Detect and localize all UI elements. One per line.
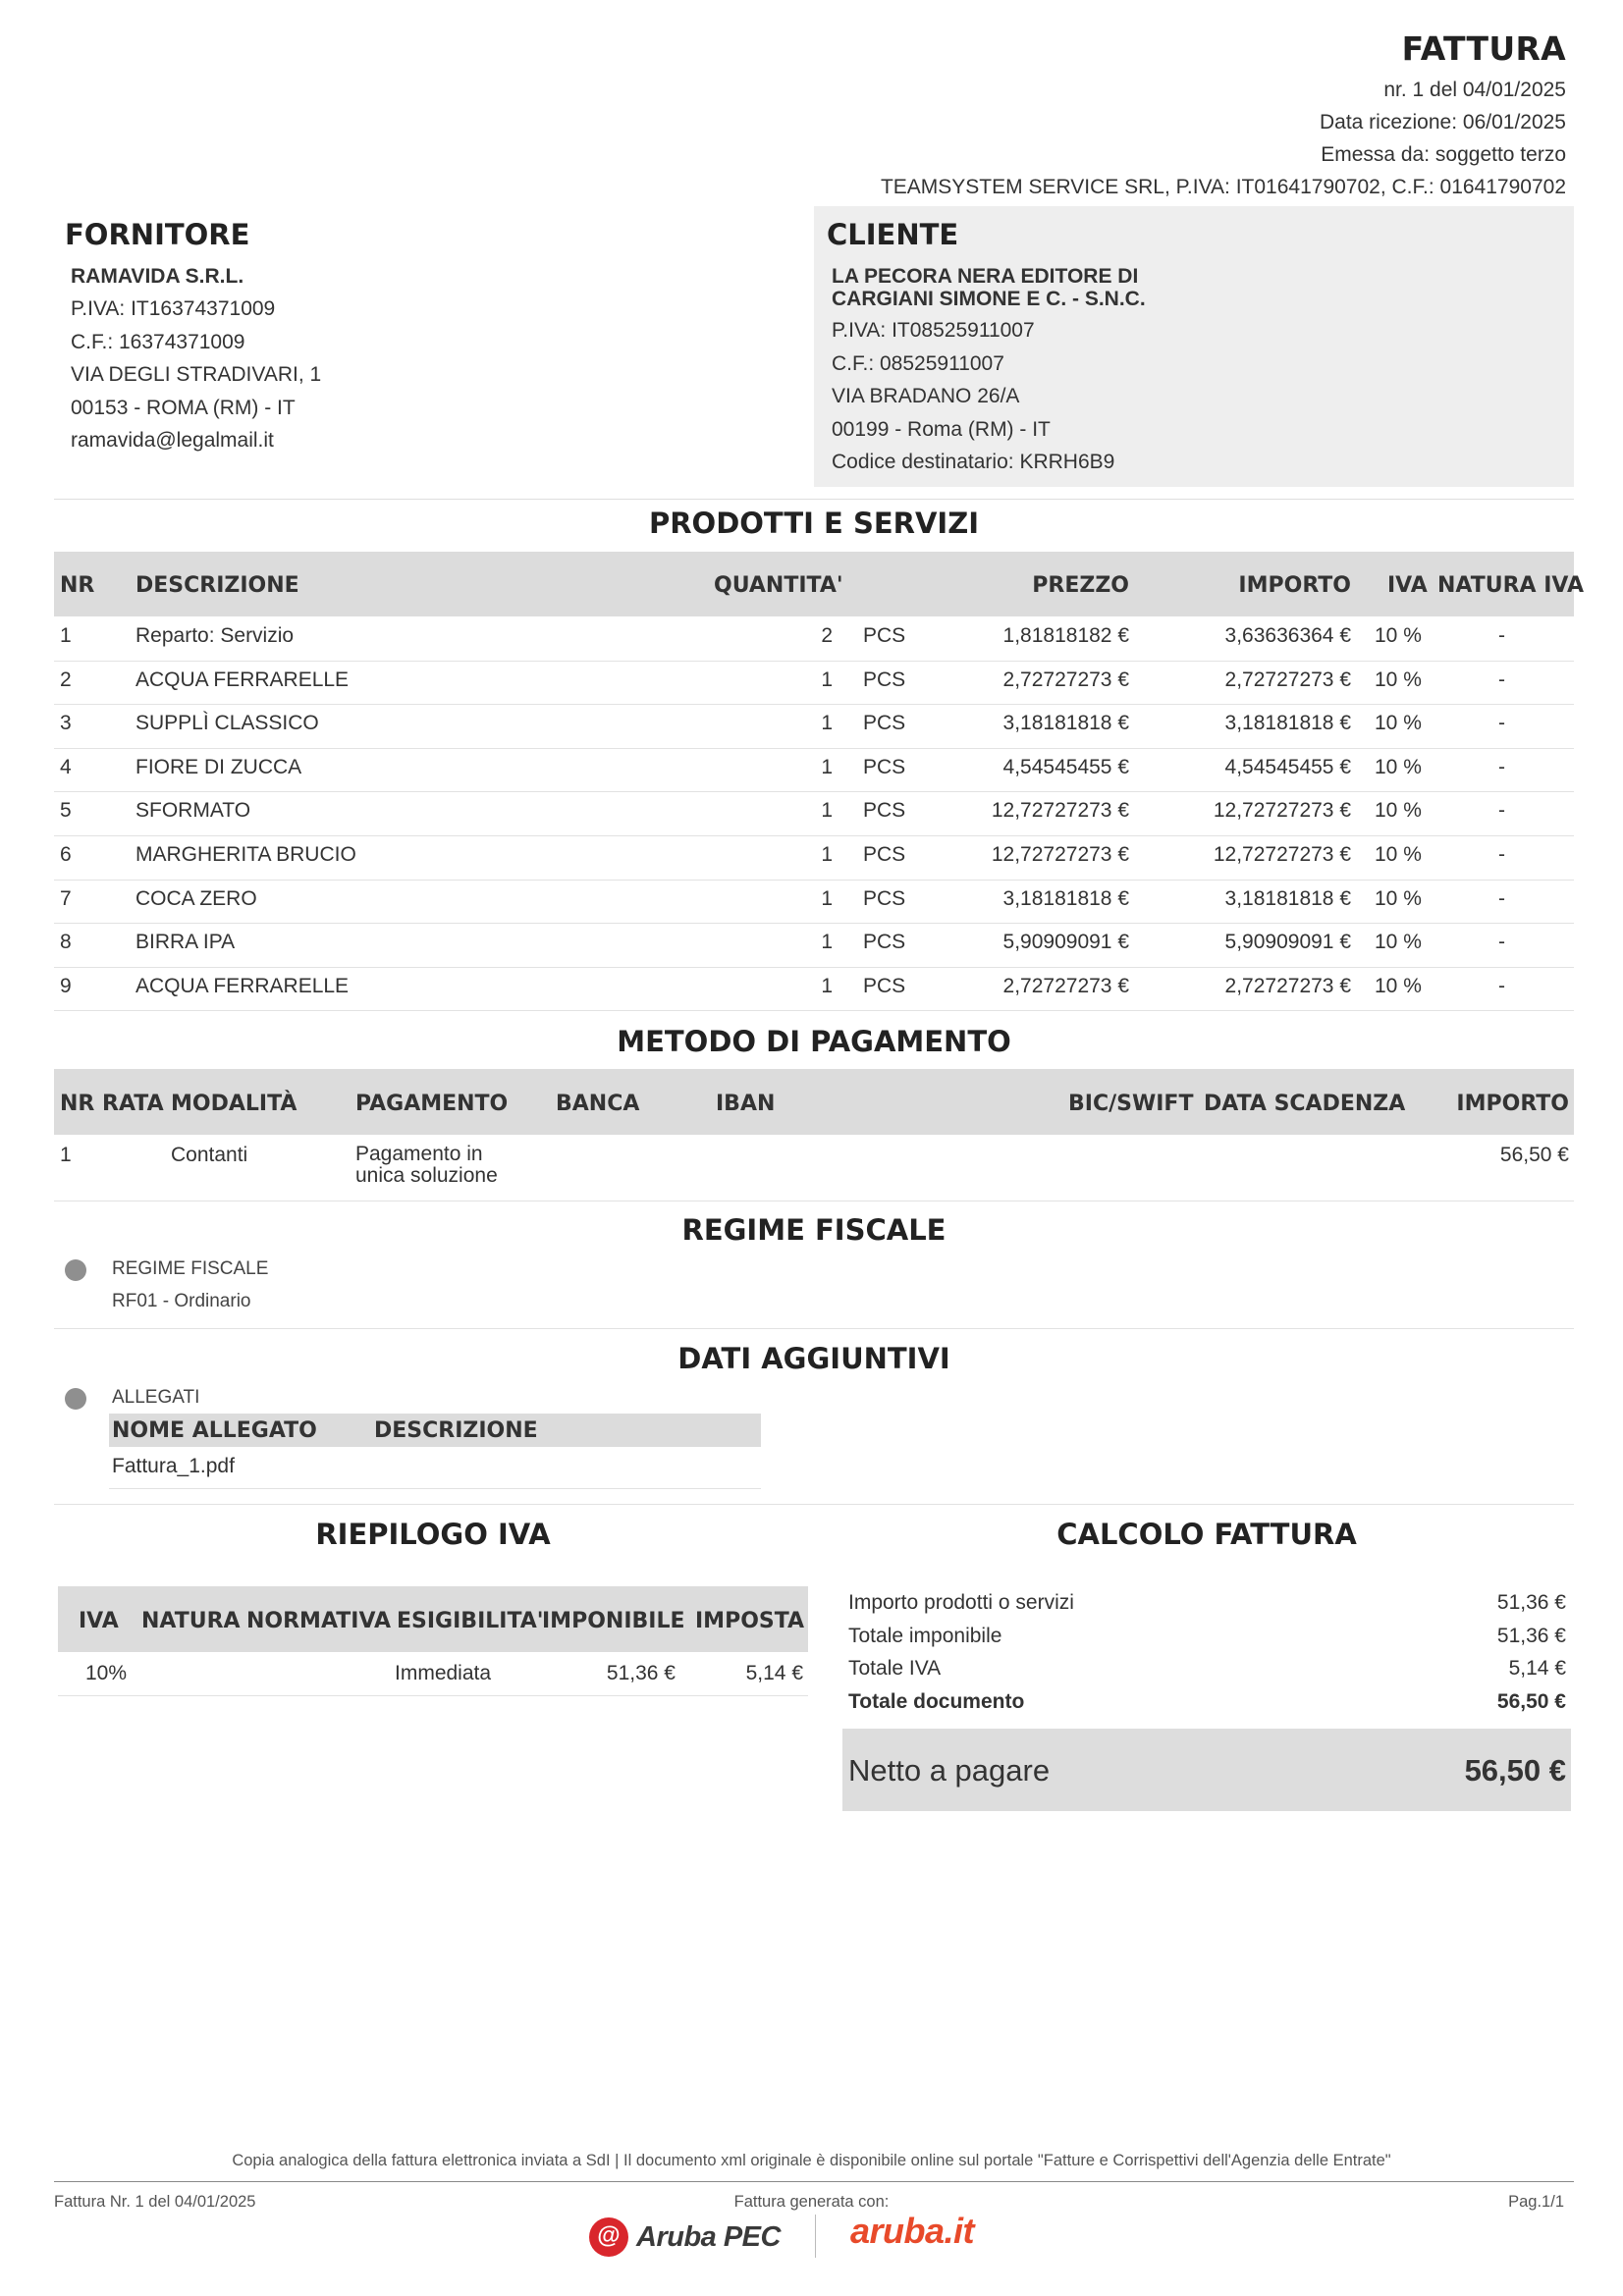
row-quantity: 1 [821,843,833,866]
riepilogo-title: RIEPILOGO IVA [315,1518,551,1551]
row-natura-iva: - [1498,667,1505,691]
calc-label: Totale IVA [848,1657,942,1680]
row-unit: PCS [863,974,906,997]
col-iva: IVA [1387,573,1428,598]
row-quantity: 1 [821,886,833,910]
row-nr: 8 [60,931,72,954]
supplier-cf: C.F.: 16374371009 [71,330,245,353]
aruba-pec-text: Aruba PEC [636,2220,781,2253]
payment-amount: 56,50 € [1499,1144,1569,1166]
col-natura-iva: NATURA IVA [1437,573,1584,598]
col-nome-allegato: NOME ALLEGATO [112,1418,317,1443]
col-nr: NR [60,573,95,598]
net-label: Netto a pagare [848,1753,1051,1788]
col-riep-normativa: NORMATIVA [246,1609,392,1633]
row-unit: PCS [863,755,906,778]
riep-iva: 10% [85,1662,128,1684]
table-row-divider [54,1010,1574,1011]
row-description: ACQUA FERRARELLE [135,974,350,997]
row-unit: PCS [863,624,906,647]
supplier-piva: P.IVA: IT16374371009 [71,297,276,320]
row-description: SUPPLÌ CLASSICO [135,712,319,735]
logo-divider [815,2215,816,2258]
row-description: ACQUA FERRARELLE [135,667,350,691]
row-nr: 2 [60,667,72,691]
row-amount: 3,18181818 € [1224,886,1351,910]
row-natura-iva: - [1498,624,1505,647]
supplier-block [65,218,321,457]
row-natura-iva: - [1498,712,1505,735]
client-cf: C.F.: 08525911007 [832,351,1004,375]
table-row-divider [54,661,1574,662]
calc-label: Importo prodotti o servizi [848,1591,1074,1614]
aruba-pec-logo [589,2216,781,2259]
col-pagamento: PAGAMENTO [355,1092,509,1116]
row-natura-iva: - [1498,931,1505,954]
row-iva: 10 % [1375,843,1422,866]
row-iva: 10 % [1375,667,1422,691]
table-row-divider [54,704,1574,705]
col-descrizione-allegato: DESCRIZIONE [374,1418,538,1443]
row-description: SFORMATO [135,799,251,823]
calc-value: 51,36 € [1496,1591,1566,1614]
footer-center: Fattura generata con: [733,2193,890,2211]
regime-label: REGIME FISCALE [112,1258,269,1279]
payment-title: METODO DI PAGAMENTO [617,1025,1011,1058]
col-riep-natura: NATURA [141,1609,241,1633]
invoice-header [881,29,1566,203]
calc-label: Totale imponibile [848,1624,1002,1647]
client-title: CLIENTE [827,218,959,251]
payment-nr: 1 [60,1144,72,1166]
client-name-line1: LA PECORA NERA EDITORE DI [832,265,1139,288]
calc-label: Totale documento [848,1689,1025,1713]
row-price: 3,18181818 € [1002,886,1129,910]
col-iban: IBAN [716,1092,776,1116]
row-description: Reparto: Servizio [135,624,295,647]
row-quantity: 1 [821,799,833,823]
table-row-divider [54,835,1574,836]
row-unit: PCS [863,712,906,735]
footer-divider [54,2181,1574,2182]
calc-value: 5,14 € [1508,1657,1566,1680]
row-amount: 4,54545455 € [1224,755,1351,778]
row-iva: 10 % [1375,931,1422,954]
client-address: VIA BRADANO 26/A [832,385,1020,407]
payment-type [355,1144,498,1187]
row-quantity: 2 [821,624,833,647]
row-unit: PCS [863,799,906,823]
payment-mode: Contanti [171,1144,248,1166]
row-natura-iva: - [1498,974,1505,997]
attachments-label: ALLEGATI [112,1387,200,1408]
row-natura-iva: - [1498,886,1505,910]
row-unit: PCS [863,886,906,910]
col-nr-rata: NR RATA [60,1092,164,1116]
row-quantity: 1 [821,931,833,954]
row-amount: 2,72727273 € [1224,667,1351,691]
col-banca: BANCA [556,1092,640,1116]
riep-esigibilita: Immediata [395,1662,492,1684]
row-nr: 5 [60,799,72,823]
row-unit: PCS [863,843,906,866]
reception-date: Data ricezione: 06/01/2025 [1319,111,1566,133]
row-nr: 1 [60,624,72,647]
row-nr: 7 [60,886,72,910]
row-quantity: 1 [821,667,833,691]
calc-value: 56,50 € [1496,1689,1566,1713]
row-unit: PCS [863,931,906,954]
row-price: 3,18181818 € [1002,712,1129,735]
row-amount: 12,72727273 € [1213,843,1351,866]
divider [54,1328,1574,1329]
row-natura-iva: - [1498,799,1505,823]
row-amount: 12,72727273 € [1213,799,1351,823]
col-modalita: MODALITÀ [171,1092,298,1116]
row-price: 5,90909091 € [1002,931,1129,954]
col-riep-iva: IVA [79,1609,119,1633]
riep-imponibile: 51,36 € [606,1662,676,1684]
row-description: FIORE DI ZUCCA [135,755,302,778]
row-price: 12,72727273 € [991,843,1129,866]
row-amount: 2,72727273 € [1224,974,1351,997]
net-value: 56,50 € [1464,1753,1566,1788]
row-unit: PCS [863,667,906,691]
aruba-it-logo: aruba.it [850,2211,975,2251]
footer-page: Pag.1/1 [1508,2193,1564,2211]
row-iva: 10 % [1375,799,1422,823]
row-iva: 10 % [1375,712,1422,735]
aruba-pec-icon [589,2217,628,2257]
row-price: 2,72727273 € [1002,667,1129,691]
row-nr: 3 [60,712,72,735]
client-city: 00199 - Roma (RM) - IT [832,417,1051,441]
supplier-address: VIA DEGLI STRADIVARI, 1 [71,363,322,386]
row-natura-iva: - [1498,755,1505,778]
col-description: DESCRIZIONE [135,573,299,598]
col-bic: BIC/SWIFT [1068,1092,1194,1116]
payment-type-line2: unica soluzione [355,1164,498,1187]
riep-imposta: 5,14 € [745,1662,803,1684]
calc-value: 51,36 € [1496,1624,1566,1647]
row-price: 2,72727273 € [1002,974,1129,997]
col-quantity: QUANTITA' [714,573,843,598]
payment-type-line1: Pagamento in [355,1143,483,1165]
row-quantity: 1 [821,712,833,735]
row-amount: 3,18181818 € [1224,712,1351,735]
col-data-scadenza: DATA SCADENZA [1204,1092,1406,1116]
row-price: 12,72727273 € [991,799,1129,823]
regime-value: RF01 - Ordinario [112,1291,251,1311]
intermediary: TEAMSYSTEM SERVICE SRL, P.IVA: IT01641790702, C.F.: 01641790702 [880,176,1566,198]
products-title: PRODOTTI E SERVIZI [648,507,980,540]
row-quantity: 1 [821,755,833,778]
row-iva: 10 % [1375,624,1422,647]
issuer: Emessa da: soggetto terzo [1321,143,1566,166]
col-riep-imposta: IMPOSTA [695,1609,805,1633]
col-importo: IMPORTO [1456,1092,1569,1116]
footer-note: Copia analogica della fattura elettronica inviata a SdI | Il documento xml originale è disponibile online sul portale "Fatture e Corrispettivi dell'Agenzia delle Entrate" [232,2152,1391,2169]
row-amount: 3,63636364 € [1224,624,1351,647]
client-name-line2: CARGIANI SIMONE E C. - S.N.C. [832,288,1146,310]
row-price: 4,54545455 € [1002,755,1129,778]
supplier-email: ramavida@legalmail.it [71,429,274,452]
supplier-name: RAMAVIDA S.R.L. [71,265,244,288]
divider [54,1504,1574,1505]
row-amount: 5,90909091 € [1224,931,1351,954]
col-riep-esigibilita: ESIGIBILITA' [397,1609,544,1633]
client-block [827,218,1146,479]
row-description: COCA ZERO [135,886,257,910]
table-row-divider [54,791,1574,792]
client-code: Codice destinatario: KRRH6B9 [832,451,1115,473]
client-piva: P.IVA: IT08525911007 [832,319,1035,342]
table-row-divider [54,923,1574,924]
attachment-file[interactable]: Fattura_1.pdf [112,1455,235,1477]
supplier-title: FORNITORE [65,218,250,251]
row-nr: 4 [60,755,72,778]
divider [58,1695,808,1696]
row-description: MARGHERITA BRUCIO [135,843,356,866]
row-nr: 6 [60,843,72,866]
row-quantity: 1 [821,974,833,997]
regime-title: REGIME FISCALE [681,1213,947,1247]
row-description: BIRRA IPA [135,931,236,954]
row-natura-iva: - [1498,843,1505,866]
footer-left: Fattura Nr. 1 del 04/01/2025 [54,2193,256,2211]
bullet-icon [65,1388,86,1410]
calcolo-title: CALCOLO FATTURA [1056,1518,1357,1551]
invoice-number: nr. 1 del 04/01/2025 [1383,79,1566,101]
table-row-divider [54,880,1574,881]
divider [54,499,1574,500]
table-row-divider [54,967,1574,968]
row-iva: 10 % [1375,886,1422,910]
bullet-icon [65,1259,86,1281]
row-iva: 10 % [1375,755,1422,778]
col-amount: IMPORTO [1238,573,1351,598]
supplier-city: 00153 - ROMA (RM) - IT [71,396,296,419]
divider [109,1488,761,1489]
col-riep-imponibile: IMPONIBILE [542,1609,685,1633]
col-price: PREZZO [1032,573,1129,598]
row-nr: 9 [60,974,72,997]
invoice-title: FATTURA [1401,29,1566,68]
row-iva: 10 % [1375,974,1422,997]
extra-title: DATI AGGIUNTIVI [677,1342,950,1375]
table-row-divider [54,748,1574,749]
row-price: 1,81818182 € [1002,624,1129,647]
